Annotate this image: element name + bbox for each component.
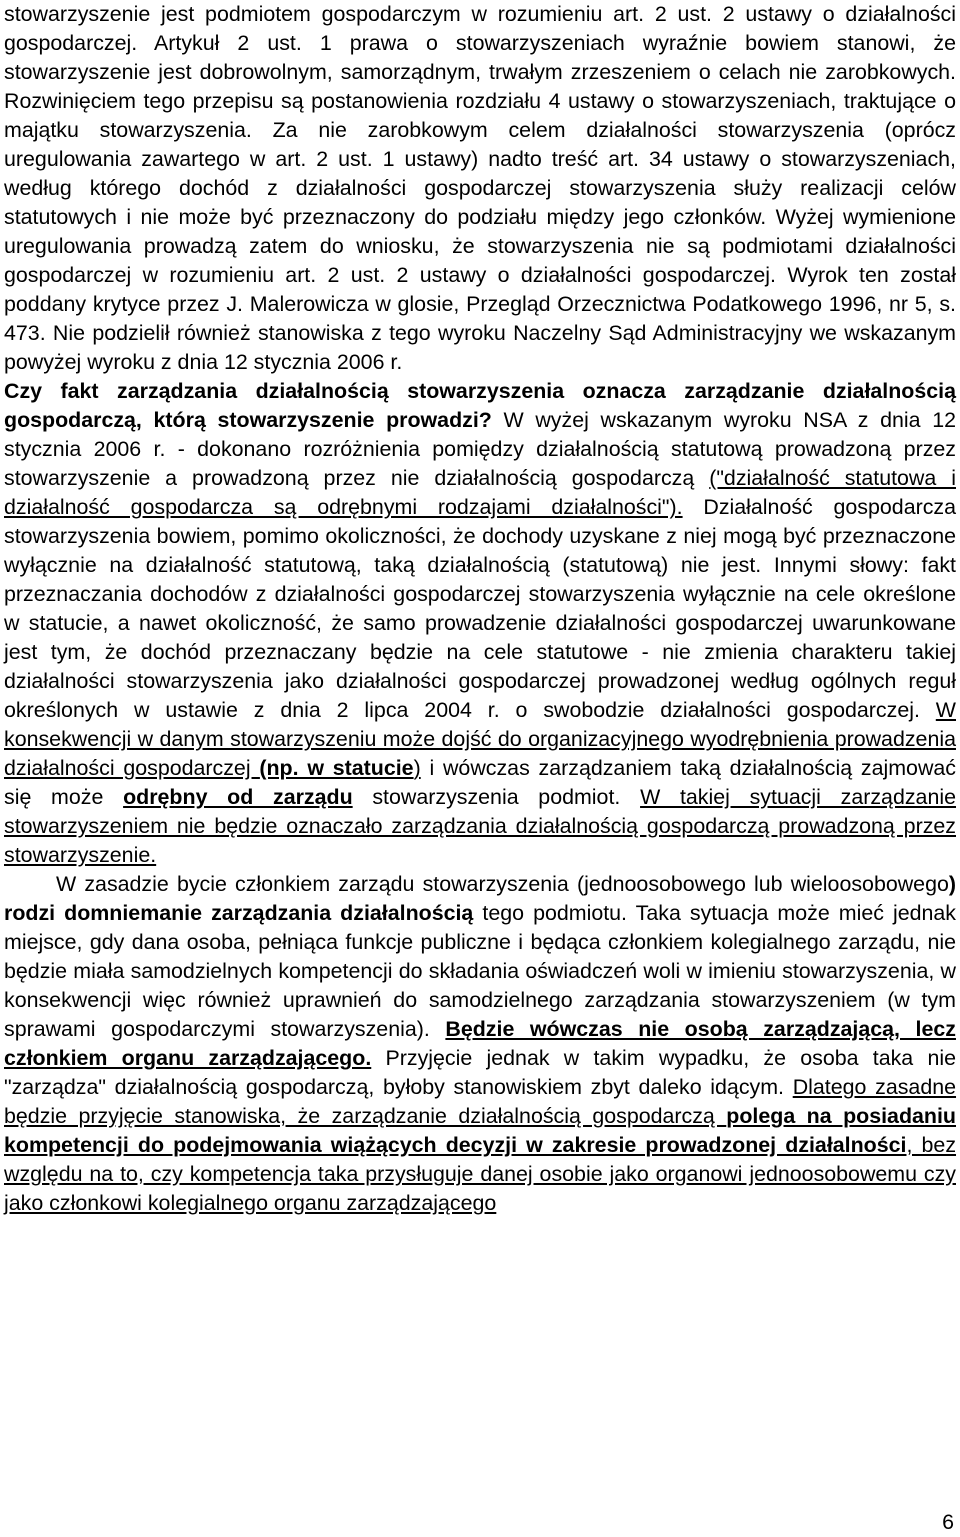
text-run: stowarzyszenia podmiot. [352,785,641,809]
underlined-text-run: ) [413,756,421,780]
bold-text-run: odrębny od zarządu [123,785,353,809]
paragraph-stowarzyszenie-status [4,0,956,377]
underlined-text-run: W takiej sytuacji zarządzanie stowarzyszeniem nie będzie oznaczało zarządzania działalnością gospodarczą prowadzoną przez stowarzyszenie. [4,785,956,867]
paragraph-czlonek-zarzadu [4,870,956,1218]
text-run: stowarzyszenie jest podmiotem gospodarczym w rozumieniu art. 2 ust. 2 ustawy o działalności gospodarczej. Artykuł 2 ust. 1 prawa o stowarzyszeniach wyraźnie bowiem stanowi, że stowarzyszenie jest dobrowolnym, samorządnym, trwałym zrzeszeniem o celach nie zarobkowych. Rozwinięciem tego przepisu są postanowienia rozdziału 4 ustawy o stowarzyszeniach, traktujące o majątku stowarzyszenia. Za nie zarobkowym celem działalności stowarzyszenia (oprócz uregulowania zawartego w art. 2 ust. 1 ustawy) nadto treść art. 34 ustawy o stowarzyszeniach, według którego dochód z działalności gospodarczej stowarzyszenia służy realizacji celów statutowych i nie może być przeznaczony do podziału między jego członków. Wyżej wymienione uregulowania prowadzą zatem do wniosku, że stowarzyszenia nie są podmiotami działalności gospodarczej w rozumieniu art. 2 ust. 2 ustawy o działalności gospodarczej. Wyrok ten został poddany krytyce przez J. Malerowicza w glosie, Przegląd Orzecznictwa Podatkowego 1996, nr 5, s. 473. Nie podzielił również stanowiska z tego wyroku Naczelny Sąd Administracyjny we wskazanym powyżej wyroku z dnia 12 stycznia 2006 r. [4,2,956,374]
paragraph-zarzadzanie-dzialalnoscia [4,377,956,870]
text-run: i wówczas zarządzaniem taką działalnością zajmować się może [4,756,956,809]
bold-text-run: Będzie wówczas nie osobą zarządzającą, lecz członkiem organu zarządzającego. [4,1017,956,1070]
text-run: tego podmiotu. Taka sytuacja może mieć jednak miejsce, gdy dana osoba, pełniąca funkcje publiczne i będąca członkiem kolegialnego zarządu, nie będzie miała samodzielnych kompetencji do składania oświadczeń woli w imieniu stowarzyszenia, w konsekwencji więc również uprawnień do samodzielnego zarządzania stowarzyszeniem (w tym sprawami gospodarczymi stowarzyszenia). [4,901,956,1041]
underlined-text-run: ("działalność statutowa i działalność gospodarcza są odrębnymi rodzajami działalności"). [4,466,956,519]
bold-text-run: Czy fakt zarządzania działalnością stowarzyszenia oznacza zarządzanie działalnością gospodarczą, którą stowarzyszenie prowadzi? [4,379,956,432]
underlined-text-run: W konsekwencji w danym stowarzyszeniu może dojść do organizacyjnego wyodrębnienia prowadzenia działalności gospodarczej [4,698,956,780]
page-number: 6 [942,1510,954,1534]
bold-text-run: ) rodzi domniemanie zarządzania działalnością [4,872,956,925]
underlined-text-run: Dlatego zasadne będzie przyjęcie stanowiska, że zarządzanie działalnością gospodarczą [4,1075,957,1128]
bold-text-run: polega na posiadaniu kompetencji do podejmowania wiążących decyzji w zakresie prowadzonej działalności [4,1104,956,1157]
document-body [4,0,956,1218]
bold-text-run: (np. w statucie [259,756,414,780]
text-run: Przyjęcie jednak w takim wypadku, że osoba taka nie "zarządza" działalnością gospodarczą, byłoby stanowiskiem zbyt daleko idącym. [4,1046,956,1099]
text-run: W zasadzie bycie członkiem zarządu stowarzyszenia (jednoosobowego lub wieloosobowego [56,872,949,896]
underlined-text-run: , bez względu na to, czy kompetencja taka przysługuje danej osobie jako organowi jednoosobowemu czy jako członkowi kolegialnego organu zarządzającego [4,1133,957,1215]
text-run: Działalność gospodarcza stowarzyszenia bowiem, pomimo okoliczności, że dochody uzyskane z niej mogą być przeznaczone wyłącznie na działalność statutową, taką działalnością (statutową) nie jest. Innymi słowy: fakt przeznaczania dochodów z działalności gospodarczej stowarzyszenia wyłącznie na cele określone w statucie, a nawet okoliczność, że samo prowadzenie działalności gospodarczej uwarunkowane jest tym, że dochód przeznaczany będzie na cele statutowe - nie zmienia charakteru takiej działalności stowarzyszenia jako działalności gospodarczej prowadzonej według ogólnych reguł określonych w ustawie z dnia 2 lipca 2004 r. o swobodzie działalności gospodarczej. [4,495,956,722]
text-run: W wyżej wskazanym wyroku NSA z dnia 12 stycznia 2006 r. - dokonano rozróżnienia pomiędzy działalnością statutową prowadzoną przez stowarzyszenie a prowadzoną przez nie działalnością gospodarczą [4,408,956,490]
